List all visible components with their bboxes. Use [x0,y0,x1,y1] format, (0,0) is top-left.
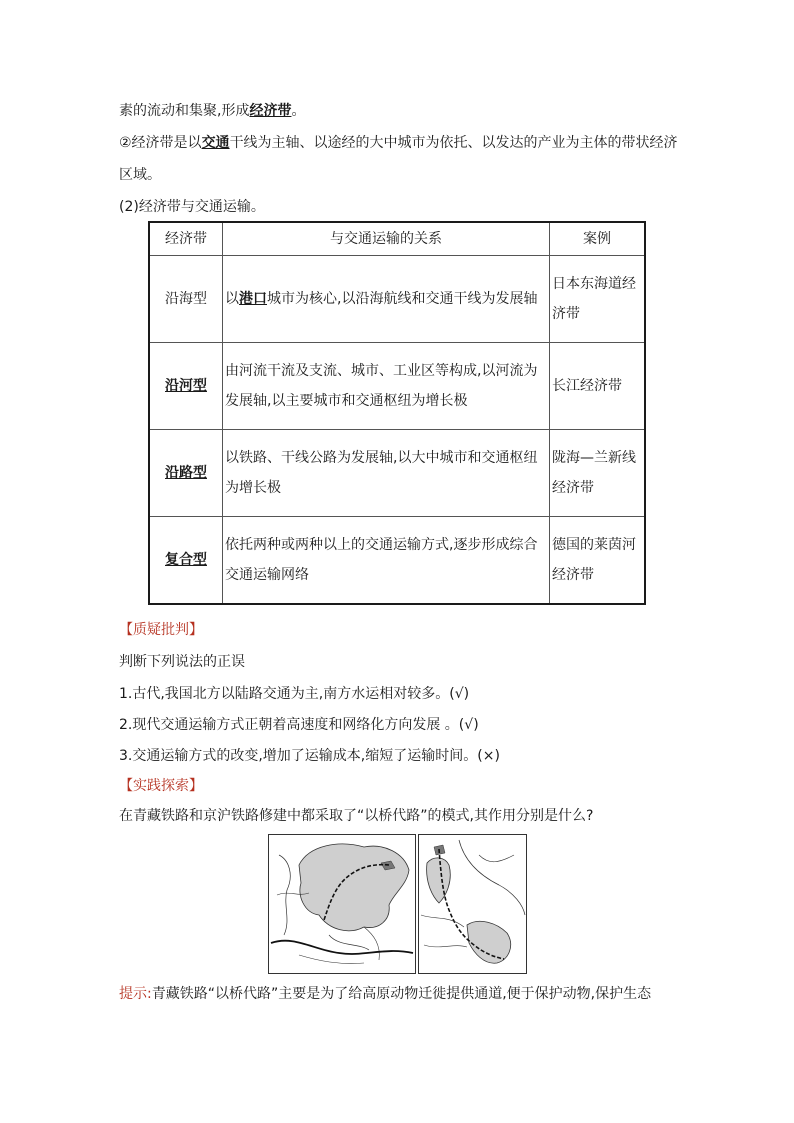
belt-relation: 以铁路、干线公路为发展轴,以大中城市和交通枢纽为增长极 [223,430,550,517]
belt-type: 沿路型 [165,465,207,481]
table-row [149,256,645,343]
belt-type-cell [149,343,223,430]
keyword-port: 港口 [239,291,267,307]
col-header-relation: 与交通运输的关系 [223,222,550,256]
hint-label: 提示: [119,986,152,1002]
intro-text: 。 [291,103,306,119]
critique-prompt: 判断下列说法的正误 [119,654,245,670]
beijing-shanghai-railway-map [418,834,527,974]
practice-hint [119,984,651,1004]
practice-title: 【实践探索】 [119,778,203,794]
belt-case: 长江经济带 [550,343,646,430]
intro-text: ②经济带是以 [119,135,202,151]
critique-item: 3.交通运输方式的改变,增加了运输成本,缩短了运输时间。(×) [119,748,500,764]
keyword-traffic: 交通 [201,135,230,151]
section-heading: (2)经济带与交通运输。 [119,199,265,215]
intro-line-1 [119,101,305,121]
belt-type: 复合型 [165,552,207,568]
keyword-economic-belt: 经济带 [249,103,292,119]
economic-belt-table [148,221,646,605]
belt-type-cell [149,517,223,605]
table-row [149,430,645,517]
critique-item: 2.现代交通运输方式正朝着高速度和网络化方向发展 。(√) [119,717,479,733]
map-graphic [269,835,415,973]
intro-line-2 [119,133,678,153]
relation-text: 以 [225,291,239,307]
hint-text: 青藏铁路“以桥代路”主要是为了给高原动物迁徙提供通道,便于保护动物,保护生态 [151,986,652,1002]
belt-relation: 依托两种或两种以上的交通运输方式,逐步形成综合交通运输网络 [223,517,550,605]
relation-text: 城市为核心,以沿海航线和交通干线为发展轴 [267,291,538,307]
table-row [149,343,645,430]
belt-relation: 由河流干流及支流、城市、工业区等构成,以河流为发展轴,以主要城市和交通枢纽为增长极 [223,343,550,430]
practice-question: 在青藏铁路和京沪铁路修建中都采取了“以桥代路”的模式,其作用分别是什么? [119,808,594,824]
critique-title: 【质疑批判】 [119,622,203,638]
table-row [149,517,645,605]
belt-case: 德国的莱茵河经济带 [550,517,646,605]
belt-case: 陇海—兰新线经济带 [550,430,646,517]
belt-type: 沿海型 [149,256,223,343]
critique-item: 1.古代,我国北方以陆路交通为主,南方水运相对较多。(√) [119,686,470,702]
belt-relation [223,256,550,343]
col-header-case: 案例 [550,222,646,256]
belt-case: 日本东海道经济带 [550,256,646,343]
table-header-row [149,222,645,256]
intro-text: 干线为主轴、以途经的大中城市为依托、以发达的产业为主体的带状经济 [229,135,678,151]
map-graphic [419,835,526,973]
intro-line-3: 区域。 [119,167,161,183]
intro-text: 素的流动和集聚,形成 [119,103,250,119]
qinghai-tibet-railway-map [268,834,416,974]
col-header-belt: 经济带 [149,222,223,256]
belt-type-cell [149,430,223,517]
belt-type: 沿河型 [165,378,207,394]
